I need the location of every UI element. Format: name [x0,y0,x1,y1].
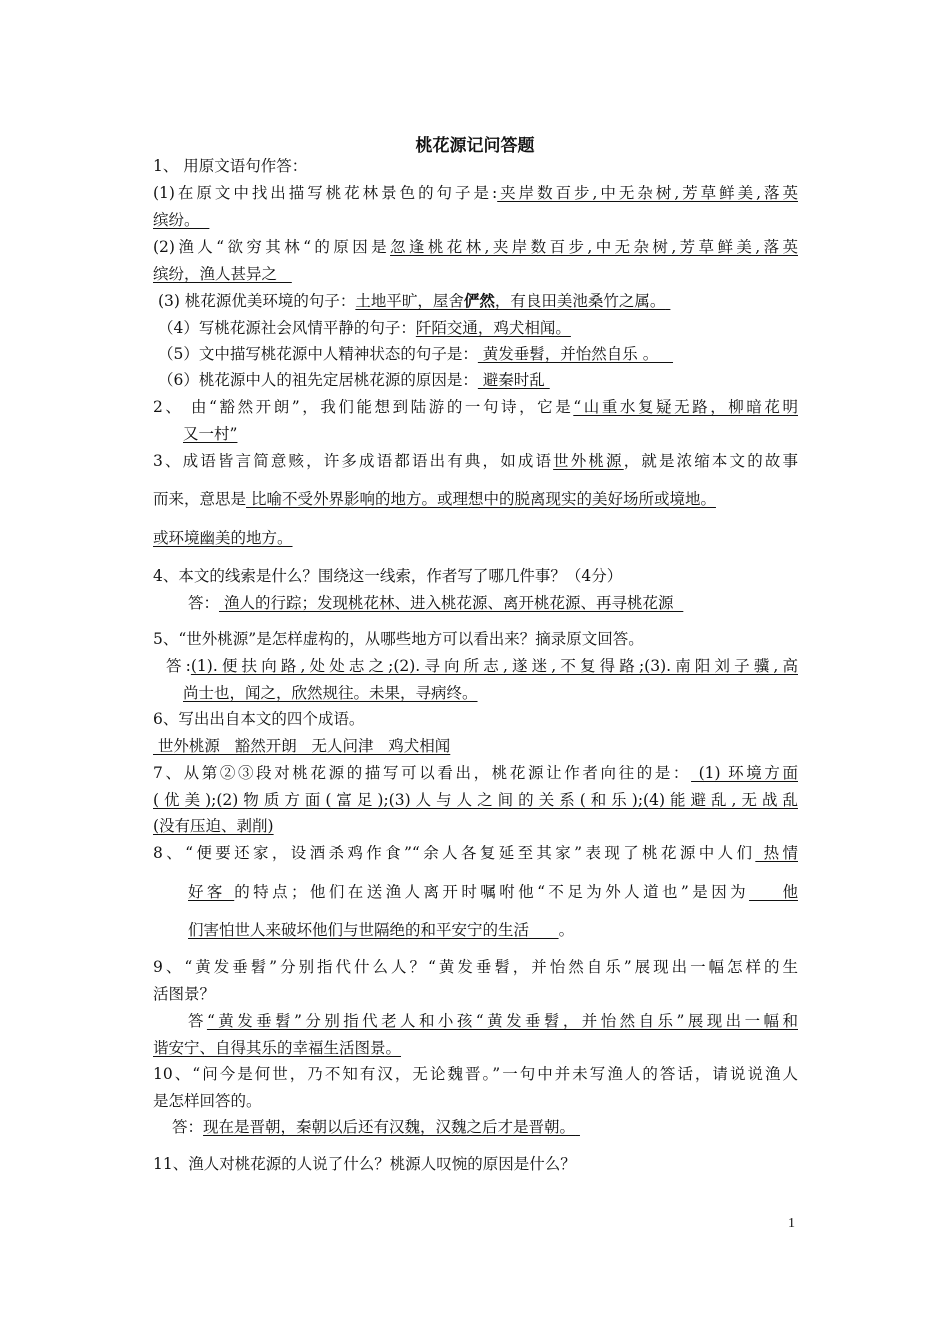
question-8-line3: 们害怕世人来破坏他们与世隔绝的和平安宁的生活 。 [188,921,575,939]
question-6-answer [153,736,798,756]
question-9-line1: 9、“黄发垂髫”分别指代什么人？“黄发垂髫，并怡然自乐”展现出一幅怎样的生 [153,958,798,976]
q3-idiom: 世外桃源 [553,452,624,470]
question-9-line2: 活图景？ [153,985,216,1003]
page-number: 1 [788,1216,795,1231]
q1-sub3-answer: 土地平旷，屋舍俨然，有良田美池桑竹之属。 [355,291,666,310]
question-7-line1: 7、从第②③段对桃花源的描写可以看出，桃花源让作者向往的是： (1) 环境方面 [153,764,798,782]
question-7-line2 [153,790,798,810]
question-7-line3 [153,816,798,836]
q1-sub1-line2 [153,210,798,230]
question-3-line2: 而来，意思是 比喻不受外界影响的地方。或理想中的脱离现实的美好场所或境地。 [153,490,716,508]
question-8-line1: 8、“便要还家，设酒杀鸡作食”“余人各复延至其家”表现了桃花源中人们 热情 [153,844,798,862]
q2-answer-cont: 又一村” [183,425,238,443]
question-9-answer-line1: 答“黄发垂髫”分别指代老人和小孩“黄发垂髫，并怡然自乐”展现出一幅和 [188,1012,798,1030]
q1-sub2-line2 [153,264,798,284]
question-5-answer-line2 [183,683,828,703]
q10-answer-text: 现在是晋朝，秦朝以后还有汉魏，汉魏之后才是晋朝。 [203,1118,576,1136]
q1-sub3 [158,291,803,311]
q5-answer: (1).便扶向路,处处志之;(2).寻向所志,遂迷,不复得路;(3).南阳刘子骥,高 [190,657,798,675]
question-2-line2 [183,424,828,444]
q1-sub1-prompt: (1)在原文中找出描写桃花林景色的句子是: [153,184,498,202]
q1-sub4-answer: 阡陌交通，鸡犬相闻。 [415,319,571,337]
q9-answer: “黄发垂髫”分别指代老人和小孩“黄发垂髫，并怡然自乐”展现出一幅和 [206,1012,798,1030]
question-4-answer: 答： 渔人的行踪；发现桃花林、进入桃花源、离开桃花源、再寻桃花源 [188,594,684,612]
q6-idioms: 世外桃源 豁然开朗 无人问津 鸡犬相闻 [153,737,451,755]
q8-answer-1-cont: 好客 [188,883,235,901]
q1-sub2-prompt: (2)渔人“欲穷其林“的原因是 [153,238,391,256]
q8-answer-2-cont: 们害怕世人来破坏他们与世隔绝的和平安宁的生活 [188,921,559,939]
q3-meaning: 比喻不受外界影响的地方。或理想中的脱离现实的美好场所或境地。 [246,490,716,508]
question-5-heading: 5、“世外桃源”是怎样虚构的，从哪些地方可以看出来？摘录原文回答。 [153,630,644,648]
q1-sub4-prompt: （4）写桃花源社会风情平静的句子： [158,319,416,337]
q1-sub3-bold-word: 俨然 [463,291,495,310]
q7-answer: (1) 环境方面 [691,764,798,782]
q4-answer-text: 渔人的行踪；发现桃花林、进入桃花源、离开桃花源、再寻桃花源 [219,594,684,612]
question-6-heading: 6、写出出自本文的四个成语。 [153,710,365,728]
q1-sub6-prompt: （6）桃花源中人的祖先定居桃花源的原因是： [158,371,478,389]
q1-sub1-line1 [153,183,798,203]
q1-sub5-answer: 黄发垂髫，并怡然自乐 。 [477,345,674,363]
q8-answer-1: 热情 [755,844,798,862]
q1-sub1-answer: 夹岸数百步,中无杂树,芳草鲜美,落英 [497,184,798,202]
question-3-line3 [153,528,798,548]
q1-sub6-answer: 避秦时乱 [477,371,550,389]
q8-answer-2: 他 [749,883,798,901]
question-10-line1: 10、“问今是何世，乃不知有汉，无论魏晋。”一句中并未写渔人的答话，请说说渔人 [153,1065,798,1083]
q3-meaning-cont: 或环境幽美的地方。 [153,529,293,547]
q1-sub1-answer-cont: 缤纷。 [153,211,200,229]
question-3-line1: 3、成语皆言简意赅，许多成语都语出有典，如成语世外桃源，就是浓缩本文的故事 [153,452,798,470]
q2-answer: “山重水复疑无路，柳暗花明 [573,398,798,416]
q9-answer-cont: 谐安宁、自得其乐的幸福生活图景。 [153,1039,402,1057]
q1-sub6 [158,370,803,390]
q7-answer-end: (没有压迫、剥削) [153,817,274,835]
q1-sub5-prompt: （5）文中描写桃花源中人精神状态的句子是： [158,345,478,363]
q1-sub2-answer: 忽逢桃花林,夹岸数百步,中无杂树,芳草鲜美,落英 [390,238,798,256]
question-11: 11、渔人对桃花源的人说了什么？桃源人叹惋的原因是什么？ [153,1155,576,1173]
page-title: 桃花源记问答题 [415,136,535,156]
question-9-answer-line2 [153,1038,798,1058]
q1-sub4 [158,318,803,338]
question-10-line2: 是怎样回答的。 [153,1092,262,1110]
question-5-answer-line1: 答:(1).便扶向路,处处志之;(2).寻向所志,遂迷,不复得路;(3).南阳刘子骥,高 [166,657,798,675]
q1-sub5 [158,344,803,364]
q1-sub2-answer-cont: 缤纷，渔人甚异之 [153,265,278,283]
q5-answer-cont: 尚士也，闻之，欣然规往。未果，寻病终。 [183,684,478,702]
question-10-answer: 答：现在是晋朝，秦朝以后还有汉魏，汉魏之后才是晋朝。 [172,1118,576,1136]
question-4-heading: 4、本文的线索是什么？围绕这一线索，作者写了哪几件事？（4分） [153,567,623,585]
question-2-line1: 2、 由“豁然开朗”，我们能想到陆游的一句诗，它是“山重水复疑无路，柳暗花明 [153,398,798,416]
question-8-line2: 好客 的特点；他们在送渔人离开时嘱咐他“不足为外人道也”是因为 他 [188,883,798,901]
q7-answer-cont: (优美);(2)物质方面(富足);(3)人与人之间的关系(和乐);(4)能避乱,无战乱 [153,791,798,809]
question-1-heading: 1、 用原文语句作答： [153,157,308,175]
q1-sub2-line1 [153,237,798,257]
q1-sub3-prompt: (3) 桃花源优美环境的句子： [158,292,356,310]
